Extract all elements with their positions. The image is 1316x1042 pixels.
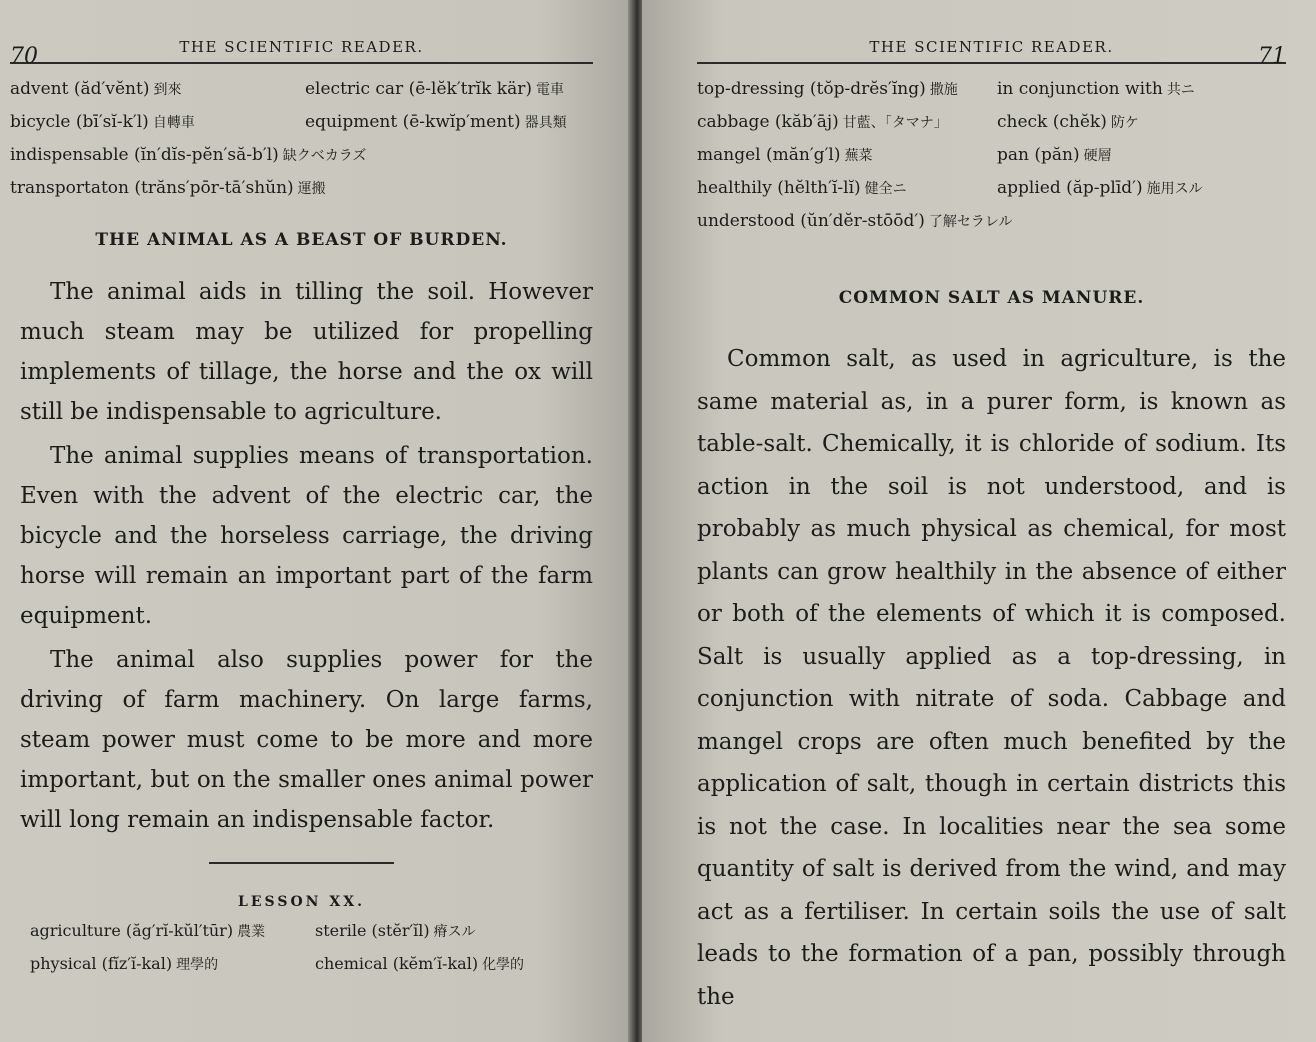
- vocab-word: healthily (hĕlth′ĭ-lĭ): [697, 178, 861, 198]
- vocab-word: cabbage (kăb′āj): [697, 112, 839, 132]
- vocab-item: [315, 953, 593, 976]
- vocab-item: [997, 78, 1286, 101]
- vocab-gloss: 撒施: [929, 82, 958, 98]
- vocab-word: top-dressing (tŏp-drĕs′ĭng): [697, 79, 926, 99]
- left-vocab-list: [10, 78, 593, 200]
- vocab-item: [697, 78, 987, 101]
- vocab-gloss: 了解セラレル: [928, 214, 1013, 230]
- lesson-vocab-list: [10, 920, 593, 976]
- vocab-item: [697, 210, 1013, 233]
- lesson-title: LESSON XX.: [238, 894, 365, 910]
- right-running-header: [697, 0, 1286, 69]
- vocab-item: [315, 920, 593, 943]
- left-section-heading: THE ANIMAL AS A BEAST OF BURDEN.: [95, 230, 508, 250]
- vocab-gloss: 運搬: [297, 181, 326, 197]
- left-page: [0, 0, 633, 1042]
- vocab-word: physical (fĭz′ĭ-kal): [30, 954, 173, 973]
- right-page-number: 71: [1258, 44, 1286, 69]
- vocab-gloss: 蕪菜: [844, 148, 873, 164]
- vocab-item: [10, 144, 367, 167]
- vocab-word: agriculture (ăg′rĭ-kŭl′tūr): [30, 921, 234, 940]
- vocab-item: [997, 144, 1286, 167]
- vocab-gloss: 共ニ: [1166, 82, 1195, 98]
- right-running-title: THE SCIENTIFIC READER.: [869, 38, 1114, 56]
- right-vocab-list: [697, 78, 1286, 233]
- vocab-gloss: 甘藍、「タマナ」: [842, 115, 948, 131]
- vocab-gloss: 自轉車: [152, 115, 195, 131]
- vocab-word: pan (păn): [997, 145, 1080, 165]
- vocab-item: [697, 111, 987, 134]
- vocab-item: [997, 177, 1286, 200]
- vocab-item: [305, 111, 593, 134]
- left-running-title: THE SCIENTIFIC READER.: [179, 38, 424, 56]
- paragraph: The animal also supplies power for the driving of farm machinery. On large farms, steam power must come to be more and more important, but on the smaller ones animal power will long remain an indispensable factor.: [20, 647, 593, 833]
- vocab-gloss: 農業: [237, 924, 266, 940]
- vocab-word: applied (ăp-plīd′): [997, 178, 1143, 198]
- vocab-word: transportaton (trăns′pōr-tā′shŭn): [10, 178, 294, 198]
- vocab-gloss: 防ケ: [1110, 115, 1139, 131]
- right-page: [642, 0, 1316, 1042]
- vocab-word: equipment (ē-kwĭp′ment): [305, 112, 521, 132]
- vocab-gloss: 健全ニ: [864, 181, 907, 197]
- vocab-item: [30, 920, 305, 943]
- vocab-gloss: 缺クベカラズ: [282, 148, 367, 164]
- vocab-word: check (chĕk): [997, 112, 1107, 132]
- vocab-gloss: 到來: [153, 82, 182, 98]
- vocab-word: electric car (ē-lĕk′trĭk kär): [305, 79, 532, 99]
- vocab-item: [30, 953, 305, 976]
- vocab-word: indispensable (ĭn′dĭs-pĕn′să-b′l): [10, 145, 279, 165]
- vocab-item: [997, 111, 1286, 134]
- paragraph: The animal aids in tilling the soil. However much steam may be utilized for propelling implements of tillage, the horse and the ox will still be indispensable to agriculture.: [20, 279, 593, 425]
- vocab-gloss: 器具類: [524, 115, 567, 131]
- right-section-heading: COMMON SALT AS MANURE.: [838, 288, 1145, 308]
- vocab-gloss: 電車: [535, 82, 564, 98]
- vocab-word: mangel (măn′g′l): [697, 145, 841, 165]
- vocab-word: sterile (stĕr′ĭl): [315, 921, 430, 940]
- left-running-header: [10, 0, 593, 69]
- left-page-number: 70: [10, 44, 38, 69]
- vocab-word: advent (ăd′vĕnt): [10, 79, 150, 99]
- vocab-item: [10, 111, 295, 134]
- vocab-item: [10, 78, 295, 101]
- vocab-word: understood (ŭn′dĕr-stōōd′): [697, 211, 925, 231]
- paragraph: Common salt, as used in agriculture, is the same material as, in a purer form, is known as table-salt. Chemically, it is chloride of sodium. Its action in the soil is not understood, and is probably as much physical as chemical, for most plants can grow healthily in the absence of either or both of the elements of which it is composed. Salt is usually applied as a top-dressing, in conjunction with nitrate of soda. Cabbage and mangel crops are often much benefited by the application of salt, though in certain districts this is not the case. In localities near the sea some quantity of salt is derived from the wind, and may act as a fertiliser. In certain soils the use of salt leads to the formation of a pan, possibly through the: [697, 346, 1286, 1010]
- vocab-word: bicycle (bī′sĭ-k′l): [10, 112, 149, 132]
- vocab-word: in conjunction with: [997, 79, 1163, 99]
- paragraph: The animal supplies means of transportation. Even with the advent of the electric car, the bicycle and the horseless carriage, the driving horse will remain an important part of the farm equipment.: [20, 443, 593, 629]
- divider-rule: [209, 862, 394, 864]
- vocab-word: chemical (kĕm′ĭ-kal): [315, 954, 479, 973]
- vocab-gloss: 瘠スル: [433, 924, 476, 940]
- vocab-gloss: 化學的: [482, 957, 525, 973]
- vocab-item: [305, 144, 593, 167]
- vocab-gloss: 理學的: [176, 957, 219, 973]
- vocab-item: [697, 177, 987, 200]
- vocab-gloss: 硬層: [1083, 148, 1112, 164]
- vocab-item: [10, 177, 326, 200]
- vocab-item: [697, 144, 987, 167]
- vocab-item: [305, 78, 593, 101]
- vocab-gloss: 施用スル: [1146, 181, 1203, 197]
